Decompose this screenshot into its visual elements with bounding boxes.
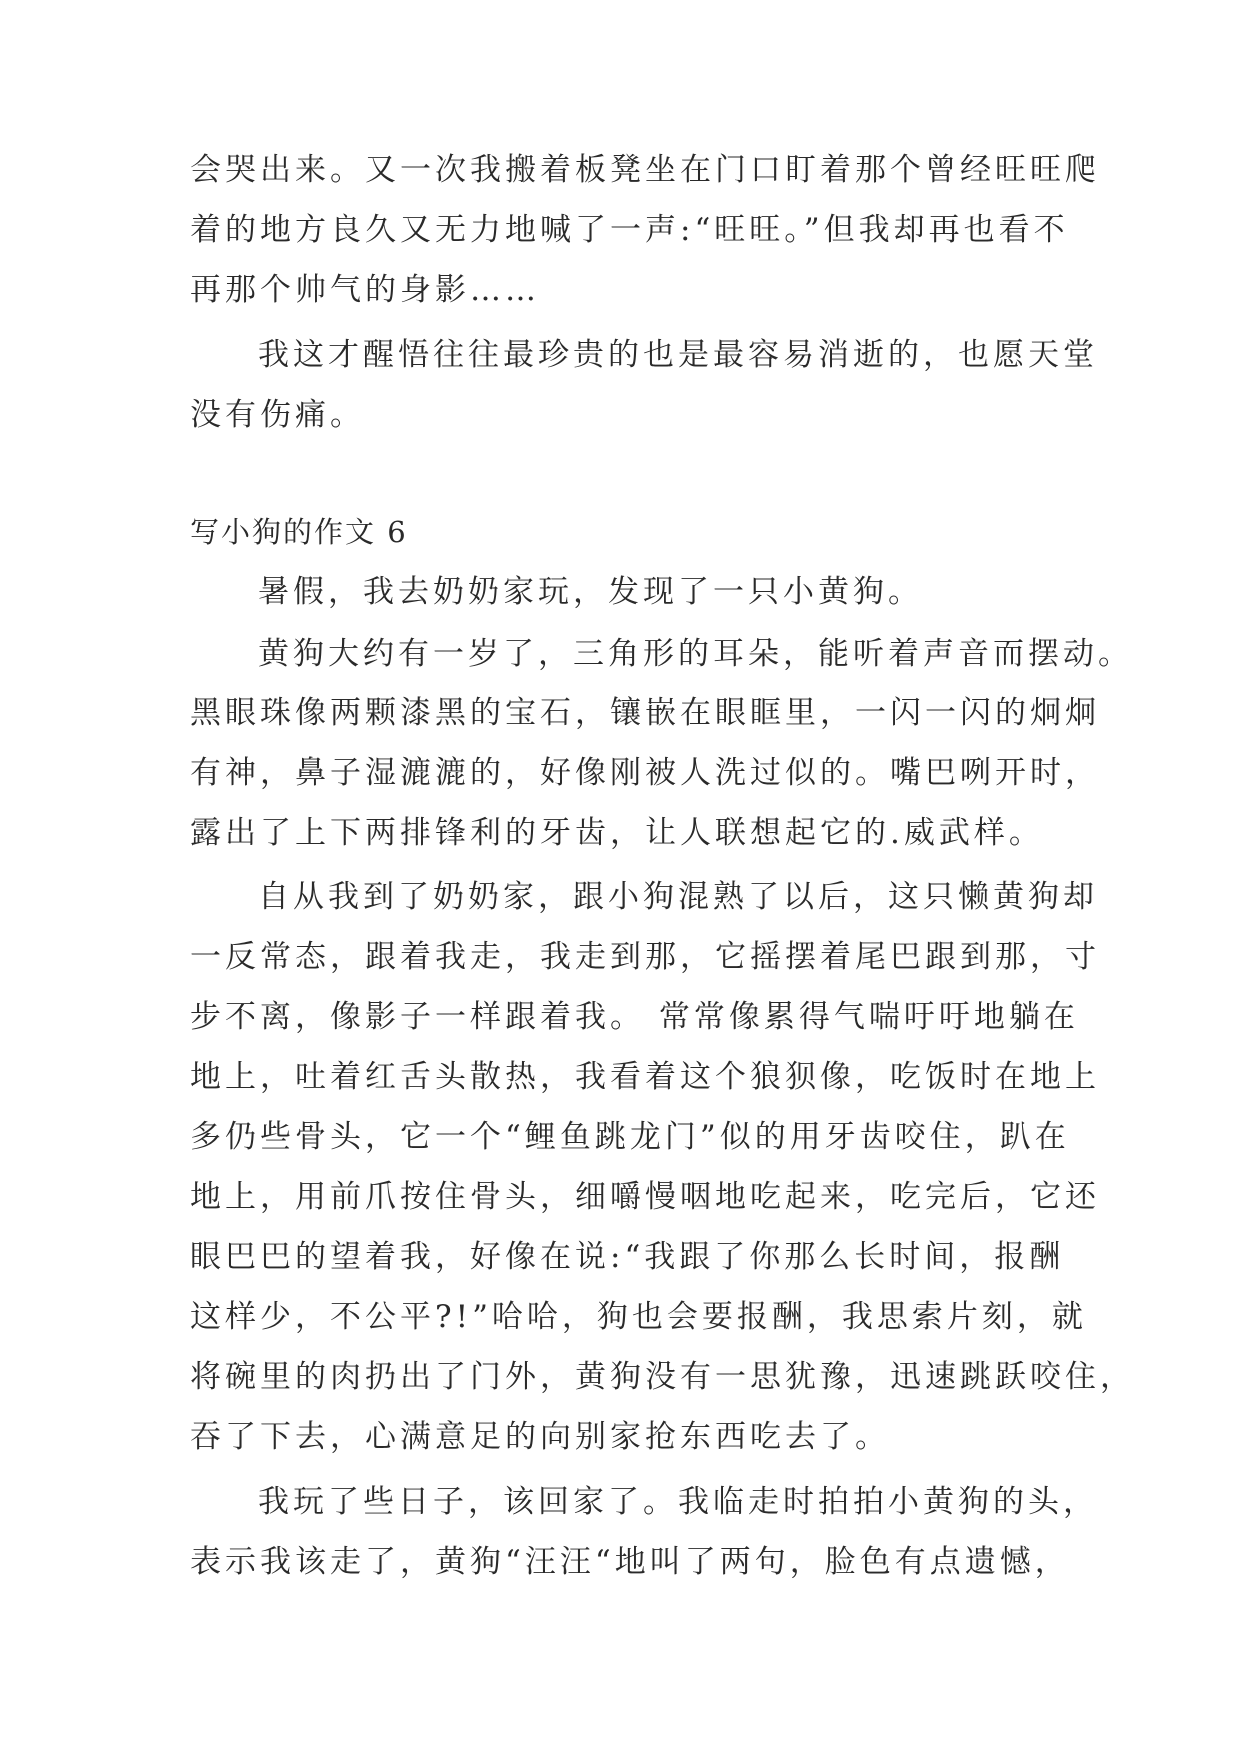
paragraph-line: 这样少，不公平?!”哈哈，狗也会要报酬，我思索片刻，就	[190, 1299, 1087, 1335]
paragraph-line: 吞了下去，心满意足的向别家抢东西吃去了。	[190, 1419, 890, 1455]
paragraph-line: 着的地方良久又无力地喊了一声:“旺旺。”但我却再也看不	[190, 212, 1069, 248]
paragraph-line: 眼巴巴的望着我，好像在说:“我跟了你那么长时间，报酬	[190, 1239, 1065, 1275]
paragraph-line: 我这才醒悟往往最珍贵的也是最容易消逝的，也愿天堂	[258, 337, 1098, 373]
paragraph-line: 有神，鼻子湿漉漉的，好像刚被人洗过似的。嘴巴咧开时，	[190, 755, 1100, 791]
paragraph-line: 暑假，我去奶奶家玩，发现了一只小黄狗。	[258, 574, 923, 610]
paragraph-line: 多仍些骨头，它一个“鲤鱼跳龙门”似的用牙齿咬住，趴在	[190, 1119, 1070, 1155]
paragraph-line: 再那个帅气的身影……	[190, 272, 540, 308]
paragraph-line: 黄狗大约有一岁了，三角形的耳朵，能听着声音而摆动。	[258, 636, 1133, 672]
paragraph-line: 地上，吐着红舌头散热，我看着这个狼狈像，吃饭时在地上	[190, 1059, 1100, 1095]
paragraph-line: 表示我该走了，黄狗“汪汪“地叫了两句，脸色有点遗憾，	[190, 1544, 1070, 1580]
paragraph-line: 将碗里的肉扔出了门外，黄狗没有一思犹豫，迅速跳跃咬住，	[190, 1359, 1135, 1395]
paragraph-line: 一反常态，跟着我走，我走到那，它摇摆着尾巴跟到那，寸	[190, 939, 1100, 975]
paragraph-line: 黑眼珠像两颗漆黑的宝石，镶嵌在眼眶里，一闪一闪的炯炯	[190, 695, 1100, 731]
paragraph-line: 我玩了些日子，该回家了。我临走时拍拍小黄狗的头，	[258, 1484, 1098, 1520]
paragraph-line: 自从我到了奶奶家，跟小狗混熟了以后，这只懒黄狗却	[258, 879, 1098, 915]
section-title: 写小狗的作文 6	[190, 515, 408, 549]
paragraph-line: 露出了上下两排锋利的牙齿，让人联想起它的.威武样。	[190, 815, 1044, 851]
paragraph-line: 会哭出来。又一次我搬着板凳坐在门口盯着那个曾经旺旺爬	[190, 152, 1100, 188]
paragraph-line: 地上，用前爪按住骨头，细嚼慢咽地吃起来，吃完后，它还	[190, 1179, 1100, 1215]
paragraph-line: 没有伤痛。	[190, 397, 365, 433]
paragraph-line: 步不离，像影子一样跟着我。 常常像累得气喘吁吁地躺在	[190, 999, 1079, 1035]
